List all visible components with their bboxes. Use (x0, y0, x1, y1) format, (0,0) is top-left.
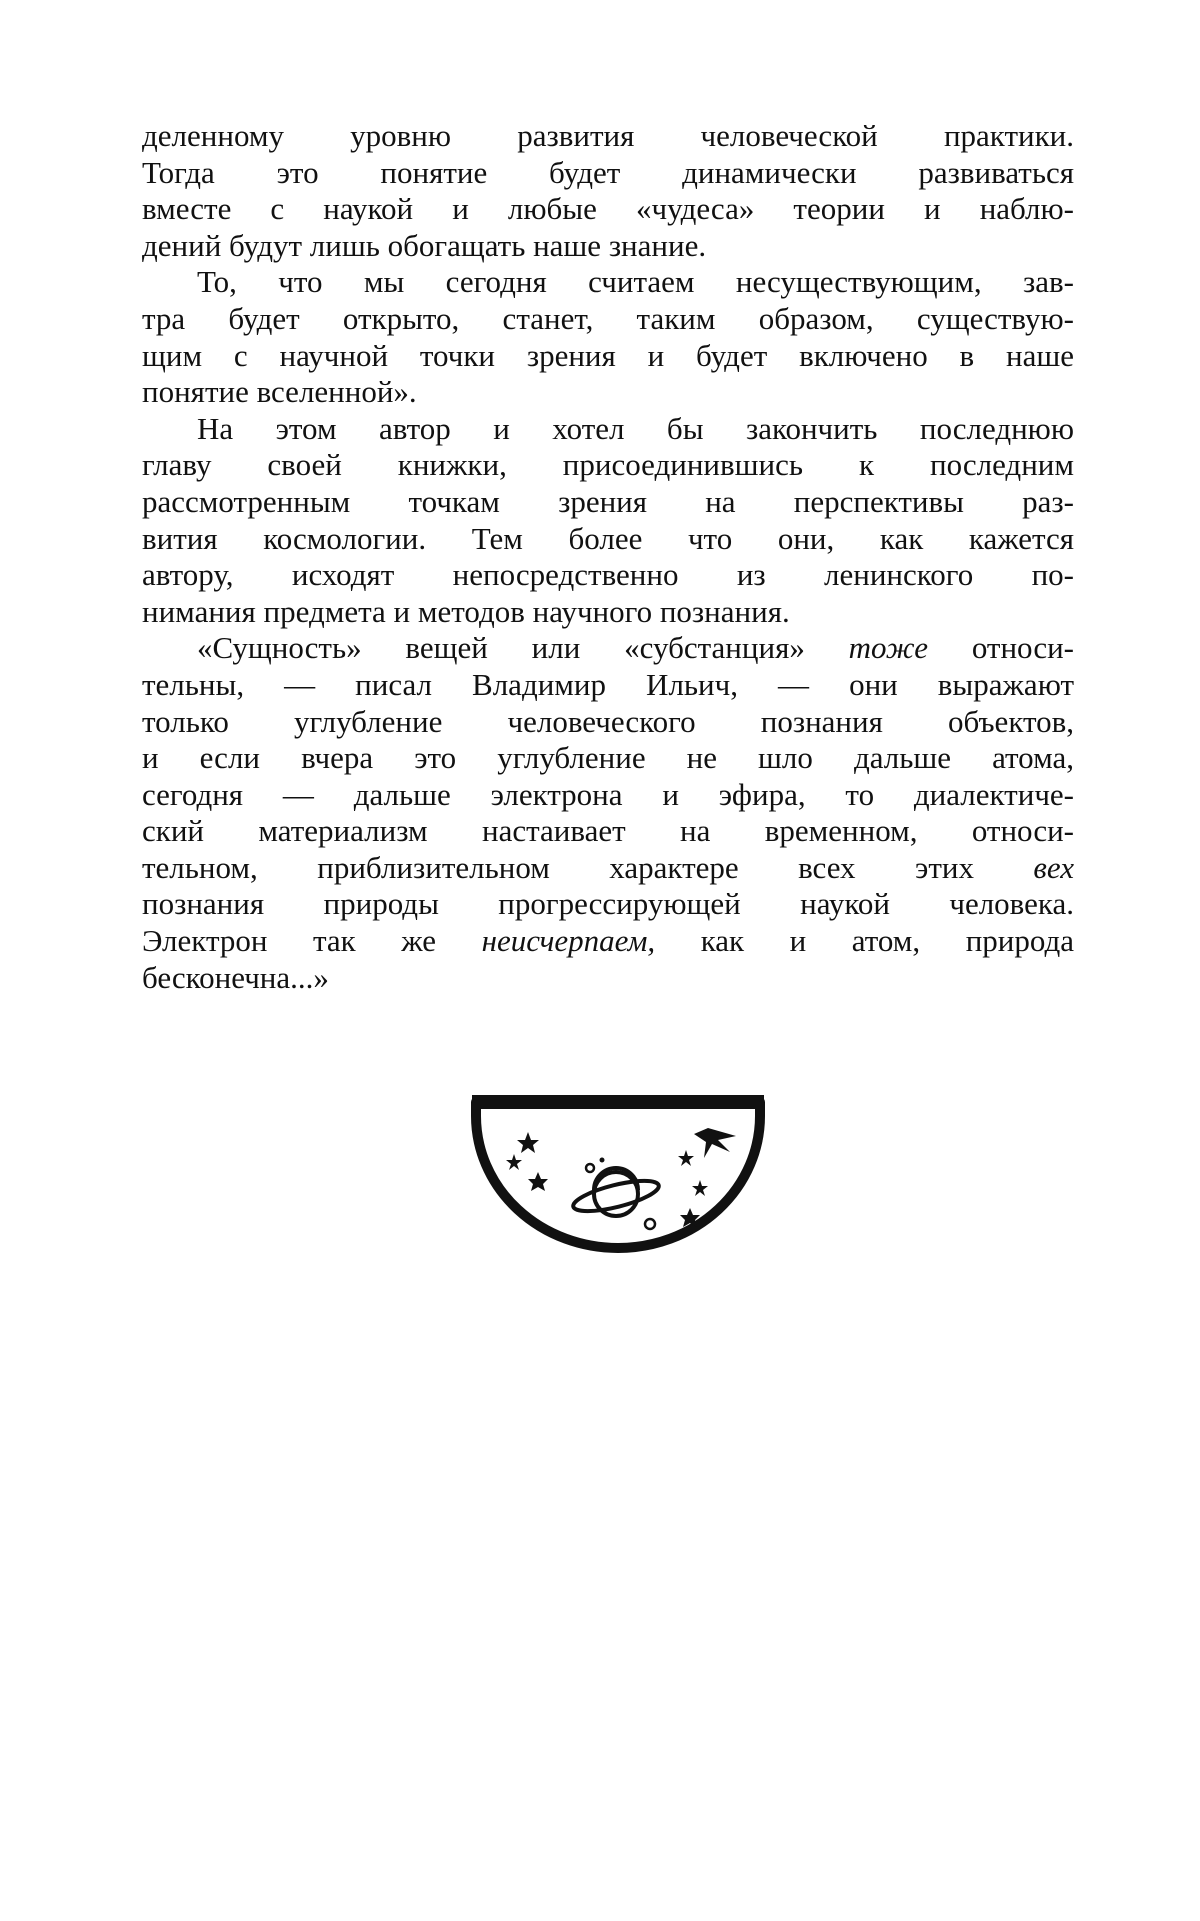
text-line: познания природы прогрессирующей наукой человека. (142, 886, 1074, 922)
text-line (142, 630, 1074, 667)
text-run: относи- (971, 630, 1074, 666)
text-line: щим с научной точки зрения и будет включено в наше (142, 337, 1074, 373)
text-line (142, 850, 1074, 887)
paragraph-3 (142, 411, 1074, 631)
text-line (142, 923, 1074, 960)
text-run: как и атом, природа (700, 923, 1074, 959)
text-run: Электрон так же (142, 923, 437, 959)
text-line: нимания предмета и методов научного познания. (142, 593, 790, 629)
paragraph-1 (142, 118, 1074, 264)
text-line: дений будут лишь обогащать наше знание. (142, 227, 707, 263)
italic-emphasis: тоже (848, 630, 928, 666)
text-line: тельны, — писал Владимир Ильич, — они выражают (142, 666, 1074, 702)
text-line: вития космологии. Тем более что они, как кажется (142, 520, 1074, 556)
text-line: и если вчера это углубление не шло дальше атома, (142, 740, 1074, 776)
text-line: ский материализм настаивает на временном, относи- (142, 813, 1074, 849)
text-run: тельном, приблизительном характере всех этих (142, 849, 974, 885)
text-line: бесконечна...» (142, 959, 329, 995)
paragraph-4-quote (142, 630, 1074, 996)
text-line: деленному уровню развития человеческой практики. (142, 118, 1074, 153)
text-line: Тогда это понятие будет динамически развиваться (142, 154, 1074, 190)
text-line: главу своей книжки, присоединившись к последним (142, 447, 1074, 483)
text-line: тра будет открыто, станет, таким образом, существую- (142, 300, 1074, 336)
text-line: понятие вселенной». (142, 374, 417, 410)
text-run: «Сущность» вещей или «субстанция» (197, 630, 805, 666)
text-line: вместе с наукой и любые «чудеса» теории и наблю- (142, 191, 1074, 227)
text-line: автору, исходят непосредственно из ленинского по- (142, 557, 1074, 593)
text-line: сегодня — дальше электрона и эфира, то диалектиче- (142, 776, 1074, 812)
text-line: только углубление человеческого познания объектов, (142, 703, 1074, 739)
planet-emblem-icon (468, 1092, 768, 1254)
text-line: На этом автор и хотел бы закончить последнюю (197, 410, 1074, 446)
text-line: рассмотренным точкам зрения на перспективы раз- (142, 483, 1074, 519)
italic-emphasis: вех (1033, 849, 1074, 885)
page-text (142, 118, 1074, 996)
paragraph-2 (142, 264, 1074, 410)
text-line: То, что мы сегодня считаем несуществующим, зав- (197, 264, 1074, 300)
italic-emphasis: неисчерпаем, (481, 923, 656, 959)
